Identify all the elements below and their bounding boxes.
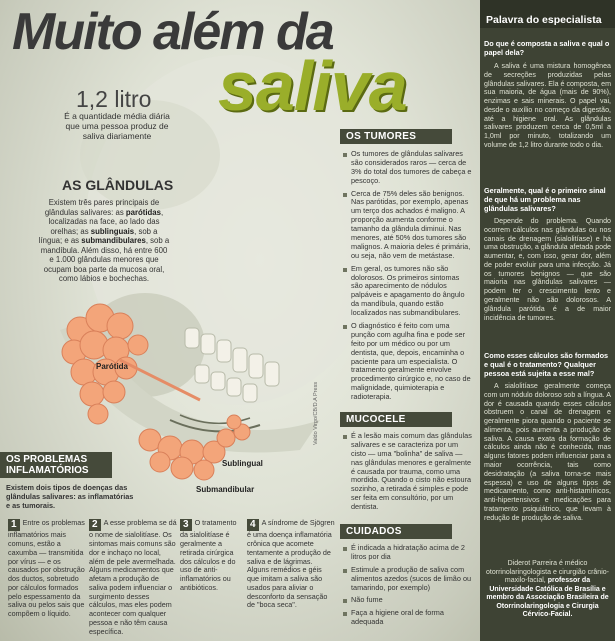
care-item: Estimule a produção de saliva com alimentos azedos (sucos de limão ou tamarindo, por exemplo) <box>343 566 473 593</box>
expert-signature: Diderot Parreira é médico otorrinolaringologista e cirurgião crânio-maxilo-facial, professor da Universidade Católica de Brasília e membro da Associação Brasileira de Otorrinolaringologia e Cirurgia Cérvico-Facial. <box>486 560 609 619</box>
label-parotid: Parótida <box>96 362 129 371</box>
problem-number: 1 <box>8 519 20 531</box>
liters-description: É a quantidade média diária que uma pessoa produz de saliva diariamente <box>64 111 170 141</box>
mucocele-item: É a lesão mais comum das glândulas salivares e se caracteriza por um cisto — uma "bolinha" de saliva — nas glândulas menores e geralmente é causada por trauma, como uma mordida. Quando o cisto não estoura sozinho, a retirada é simples e pode ser feita em consultório, por um dentista. <box>343 432 473 512</box>
problem-item-4: 4 A síndrome de Sjögren é uma doença inflamatória crônica que acomete tentamente a produção de saliva e de lágrimas. Alguns remédios e géis que imitam a saliva são usados para aliviar o desconforto da sensação de "boca seca". <box>247 518 335 610</box>
mucocele-header: MUCOCELE <box>340 412 452 427</box>
title-line-1: Muito além da <box>12 3 333 61</box>
sidebar-question: Geralmente, qual é o primeiro sinal de que há um problema nas glândulas salivares? <box>484 186 606 213</box>
tumors-list <box>343 150 473 406</box>
care-item: É indicada a hidratação acima de 2 litros por dia <box>343 544 473 562</box>
tumors-item: O diagnóstico é feito com uma punção com agulha fina e pode ser feito por um médico ou por um dentista, que, depois, encaminha o paciente para um especialista. O tratamento geralmente envolve procedimento cirúrgico e, no caso de malignidade, quimioterapia e radioterapia. <box>343 322 473 402</box>
sidebar-answer: Depende do problema. Quando ocorrem cálculos nas glândulas ou nos canais de drenagem (sialolitíase) e há uma obstrução, a glândula afetada pode aumentar, e, com isso, gerar dor, além de poder evoluir para uma infecção. Já os tumores benignos — que são maioria nas glândulas salivares — podem ter o crescimento lento e geralmente não são dolorosos. A glândula parótida é a de maior incidência de tumores. <box>484 217 611 322</box>
title-line-2: saliva <box>218 47 407 125</box>
tumors-item: Cerca de 75% deles são benignos. Nas parótidas, por exemplo, apenas um terço dos achados é maligno. A proporção aumenta conforme o tamanho da glândula diminui. Nas menores, até 50% dos tumores são malignos. A maioria deles é primária, ou seja, não vem de metástase. <box>343 190 473 261</box>
problem-number: 2 <box>89 519 101 531</box>
problem-number: 4 <box>247 519 259 531</box>
care-header: CUIDADOS <box>340 524 452 539</box>
label-submandibular: Submandibular <box>196 485 255 494</box>
image-credit: Valdo Virgo/CB/D.A Press <box>313 381 319 445</box>
tumors-header: OS TUMORES <box>340 129 452 144</box>
problem-item-1: 1 Entre os problemas inflamatórios mais comuns, estão a caxumba — transmitida por vírus — e os causados por obstrução dos ductos, sobretudo por cálculos formados pelo espessamento da saliva ou pelos sais que compõem o líquido. <box>8 518 85 619</box>
sidebar-answer: A saliva é uma mistura homogênea de secreções produzidas pelas glândulas salivares. Ela é composta, em sua maioria, de água (mais de 90%), enzimas e sais minerais. O papel vai, desde o auxílio no começo da digestão, até a higiene oral. As glândulas salivares produzem cerca de 0,5ml a 1,0ml por minuto, totalizando um volume de 1,2 litro durante todo o dia. <box>484 62 611 150</box>
problem-item-2: 2 A esse problema se dá o nome de sialolitíase. Os sintomas mais comuns são dor e inchaço no local, além de pele avermelhada. Alguns medicamentos que afetam a produção de saliva podem influenciar o surgimento desses cálculos, mas eles podem acontecer com qualquer pessoa e não têm causa específica. <box>89 518 177 636</box>
mucocele-list <box>343 432 473 516</box>
sidebar-question: Como esses cálculos são formados e qual é o tratamento? Qualquer pessoa está sujeita a esse mal? <box>484 351 609 378</box>
liters-value: 1,2 litro <box>76 86 152 112</box>
expert-sidebar <box>480 0 615 641</box>
glands-title: AS GLÂNDULAS <box>62 177 174 193</box>
glands-text: Existem três pares principais de glândulas salivares: as parótidas, localizadas na face, ao lado das orelhas; as sublinguais, sob a língua; e as submandibulares, sob a mandíbula. Além disso, há entre 600 e 1.000 glândulas menores que ocupam boa parte da mucosa oral, como lábios e bochechas. <box>38 198 170 283</box>
sidebar-title: Palavra do especialista <box>480 0 615 28</box>
care-item: Não fume <box>343 596 473 605</box>
tumors-item: Os tumores de glândulas salivares são considerados raros — cerca de 3% do total dos tumores de cabeça e pescoço. <box>343 150 473 186</box>
problem-item-3: 3 O tratamento da sialolitíase é geralmente a retirada cirúrgica dos cálculos e do uso de anti-inflamatórios ou antibióticos. <box>180 518 237 592</box>
problems-intro: Existem dois tipos de doenças das glândulas salivares: as inflamatórias e as tumorais. <box>6 483 134 510</box>
sidebar-answer: A sialolitíase geralmente começa com um nódulo doloroso sob a língua. A dor é causada quando esses cálculos obstruem o canal de drenagem e geralmente piora quando o paciente se alimenta, pois aumenta a produção de saliva. A causa exata da formação de cálculos ainda não é conhecida, mas alguns fatores podem influenciar para a maior ocorrência, tais como desidratação (a saliva torna-se mais espessa) e uso de alguns tipos de medicamento, como anti-histamínicos, anti-hipertensivos e medicações para tratamento psiquiátrico, que levam à redução de produção de saliva. <box>484 382 611 522</box>
problems-header: OS PROBLEMAS INFLAMATÓRIOS <box>0 452 112 478</box>
tumors-item: Em geral, os tumores não são dolorosos. Os primeiros sintomas são aparecimento de nódulos palpáveis e apagamento do ângulo da mandíbula, quando estão localizados nas submandibulares. <box>343 265 473 318</box>
care-list <box>343 544 473 631</box>
problem-number: 3 <box>180 519 192 531</box>
care-item: Faça a higiene oral de forma adequada <box>343 609 473 627</box>
sidebar-question: Do que é composta a saliva e qual o papel dela? <box>484 39 610 57</box>
label-sublingual: Sublingual <box>222 459 263 468</box>
